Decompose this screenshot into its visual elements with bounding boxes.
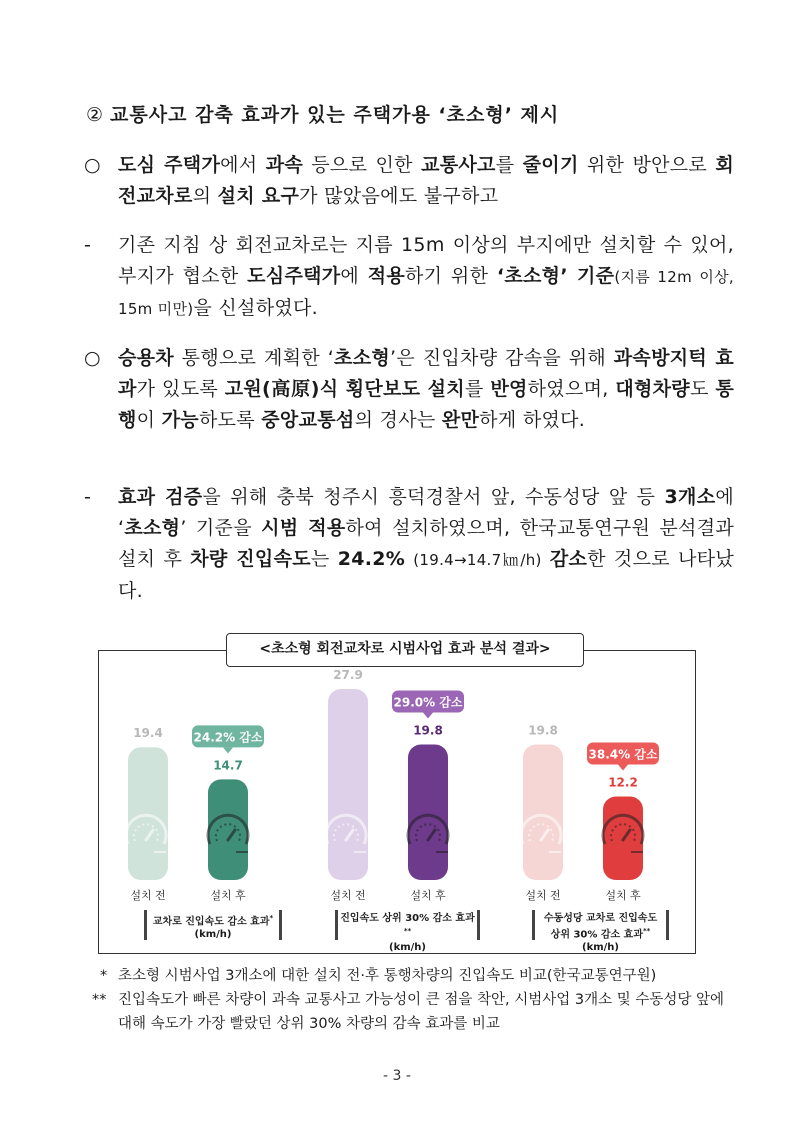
body-text: (지름 12m 이상, 15m 미만) [118,268,734,318]
category-label: 설치 전 [525,889,561,902]
body-text: 기존 지침 상 회전교차로는 지름 15m 이상의 부지에만 설치할 수 있어, 부지가 협소한 [118,234,734,287]
body-text: 을 신설하였다. [193,297,319,319]
emphasis-text: 과속방지턱 효과 [118,347,734,400]
paragraph-2 [84,230,734,325]
emphasis-text: 효과 검증 [118,486,203,508]
category-label: 설치 후 [605,889,641,902]
reduction-badge-pointer [618,764,628,770]
footnote-1 [92,964,732,988]
section-number: ② [86,104,105,126]
body-text: 에 [340,265,368,287]
body-text: 의 [192,185,218,207]
emphasis-text: 승용차 [118,347,174,369]
body-text: 이 [136,409,162,431]
body-text [542,548,550,570]
body-text: 는 [310,548,338,570]
bar-value-label: 14.7 [213,758,243,773]
bar-value-label: 19.8 [413,723,443,738]
chart-title: <초소형 회전교차로 시범사업 효과 분석 결과> [226,633,584,667]
paragraph-3 [84,343,734,436]
emphasis-text: 3개소 [664,486,716,508]
paragraph-body [118,150,734,212]
reduction-badge-pointer [223,747,233,753]
body-text: 에 ‘ [118,486,735,539]
bar-before [523,744,563,880]
emphasis-text: 차량 진입속도 [190,548,311,570]
body-text: 하였으며, [527,378,616,400]
body-text: 를 [495,154,523,176]
bullet-circle: ○ [84,154,101,176]
bullet-dash: - [84,486,92,508]
body-text: 하여 설치하였으며, 한국교통연구원 분석결과 설치 후 [118,517,735,570]
emphasis-text: 초소형 [124,517,181,539]
bar-value-label: 12.2 [608,775,638,790]
paragraph-body [118,482,734,607]
body-text: 를 [464,378,491,400]
reduction-badge-text: 38.4% 감소 [588,747,658,762]
emphasis-text: 회전교차로 [118,154,734,207]
category-label: 설치 전 [130,889,166,902]
bar-after [408,744,448,880]
footnote-mark: ** [92,992,107,1008]
body-text: 을 위해 충북 청주시 흥덕경찰서 앞, 수동성당 앞 등 [202,486,665,508]
bar-value-label: 19.8 [528,723,558,738]
emphasis-text: 중앙교통섬 [261,409,355,431]
section-title: 교통사고 감축 효과가 있는 주택가용 ‘초소형’ 제시 [110,104,560,126]
body-text: 등으로 인한 [303,154,422,176]
body-text: 하게 하였다. [479,409,586,431]
emphasis-text: 적용 [367,265,405,287]
reduction-badge-text: 29.0% 감소 [393,695,463,710]
bar-after [208,779,248,880]
body-text: 의 경사는 [354,409,442,431]
group-label-2: 진입속도 상위 30% 감소 효과** (km/h) [335,910,480,940]
emphasis-text: ‘초소형’ 기준 [496,265,615,287]
body-text: 가 있도록 [136,378,225,400]
emphasis-text: 초소형 [334,347,391,369]
emphasis-text: 감소 [549,548,588,570]
emphasis-text: 과속 [265,154,304,176]
emphasis-text: 완만 [441,409,480,431]
footnote-text: 진입속도가 빠른 차량이 과속 교통사고 가능성이 큰 점을 착안, 시범사업 3개소 및 수동성당 앞에 대해 속도가 가장 빨랐던 상위 30% 차량의 감속 효과를 비교 [118,992,725,1032]
footnote-mark: * [100,968,108,984]
body-text: ’ 기준을 [180,517,262,539]
reduction-badge-text: 24.2% 감소 [193,730,263,745]
emphasis-text: 도심 주택가 [118,154,221,176]
group-label-1: 교차로 진입속도 감소 효과* (km/h) [144,910,282,940]
page-number: - 3 - [383,1068,411,1084]
body-text: 하기 위한 [405,265,497,287]
body-text: 통행으로 계획한 ‘ [173,347,335,369]
body-text: ’은 진입차량 감속을 위해 [390,347,614,369]
emphasis-text: 교통사고 [421,154,496,176]
paragraph-body [118,230,734,325]
category-label: 설치 후 [210,889,246,902]
speed-reduction-chart [98,650,696,954]
paragraph-1 [84,150,734,212]
body-text: 도 [689,378,716,400]
emphasis-text: 줄이기 [522,154,579,176]
body-text: 한 것으로 나타났다. [118,548,734,602]
emphasis-text: 가능 [161,409,199,431]
body-text: 가 많았음에도 불구하고 [299,185,499,207]
body-text: 에서 [220,154,266,176]
section-heading [86,100,559,127]
footnote-2 [92,988,732,1036]
emphasis-text: 도심주택가 [247,265,341,287]
body-text: (19.4→14.7㎞/h) [413,551,542,569]
emphasis-text: 고원(高原)식 횡단보도 설치 [224,378,465,400]
emphasis-text: 반영 [490,378,528,400]
emphasis-text: 대형차량 [615,378,690,400]
body-text: 하도록 [198,409,262,431]
emphasis-text: 설치 요구 [217,185,300,207]
emphasis-text: 시범 적용 [261,517,346,539]
bar-before [128,747,168,880]
category-label: 설치 전 [330,889,366,902]
emphasis-text: 통행 [118,378,735,431]
bullet-circle: ○ [84,347,101,369]
footnote-text: 초소형 시범사업 3개소에 대한 설치 전·후 통행차량의 진입속도 비교(한국교통연구원) [118,968,657,984]
bar-value-label: 27.9 [333,668,363,682]
paragraph-4 [84,482,734,607]
bullet-dash: - [84,234,92,256]
group-label-3: 수동성당 교차로 진입속도 상위 30% 감소 효과**(km/h) [532,910,669,940]
paragraph-body [118,343,734,436]
reduction-badge-pointer [423,712,433,718]
body-text: 위한 방안으로 [578,154,716,176]
bar-value-label: 19.4 [133,726,163,741]
category-label: 설치 후 [410,889,446,902]
emphasis-text: 24.2% [337,548,406,570]
